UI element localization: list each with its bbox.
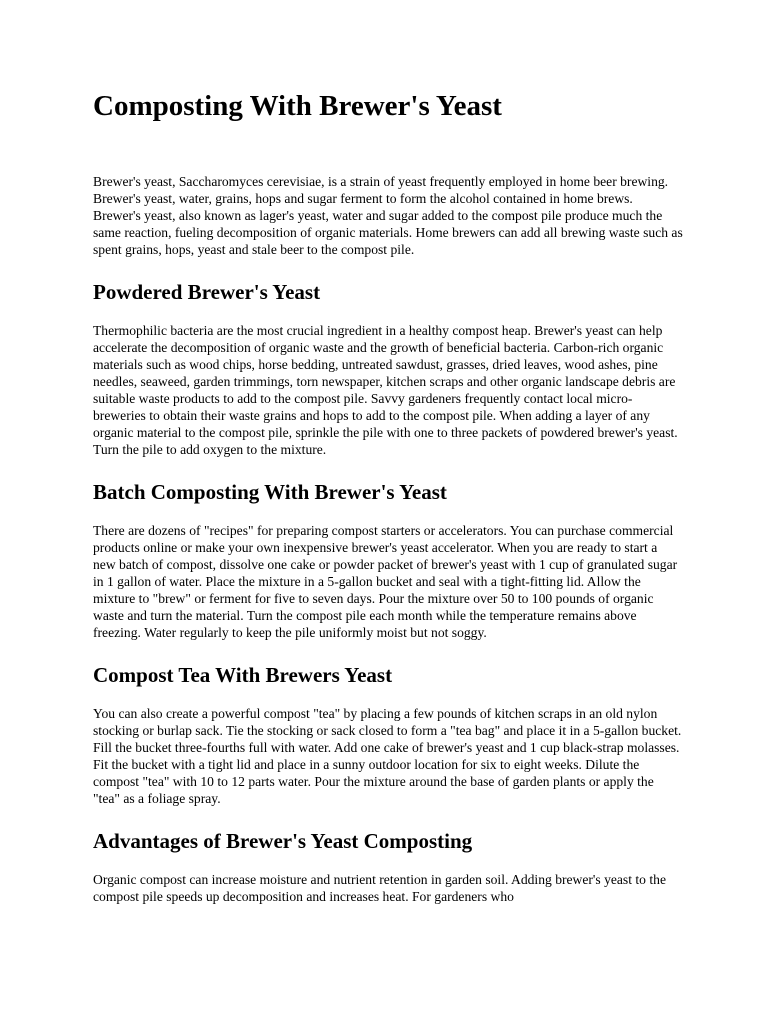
document-page (93, 86, 683, 924)
page-title: Composting With Brewer's Yeast (93, 90, 502, 122)
section-body-batch: There are dozens of "recipes" for preparing compost starters or accelerators. You can purchase commercial products online or make your own inexpensive brewer's yeast accelerator. When you are ready to start a new batch of compost, dissolve one cake or powder packet of brewer's yeast with 1 cup of granulated sugar in 1 gallon of water. Place the mixture in a 5-gallon bucket and seal with a tight-fitting lid. Allow the mixture to "brew" or ferment for five to seven days. Pour the mixture over 50 to 100 pounds of organic waste and turn the material. Turn the compost pile each month while the temperature remains above freezing. Water regularly to keep the pile uniformly moist but not soggy. (93, 523, 678, 640)
section-heading-batch: Batch Composting With Brewer's Yeast (93, 480, 447, 504)
section-body-advantages: Organic compost can increase moisture and nutrient retention in garden soil. Adding brewer's yeast to the compost pile speeds up decomposition and increases heat. For gardeners who (93, 872, 666, 904)
section-body-powdered: Thermophilic bacteria are the most crucial ingredient in a healthy compost heap. Brewer's yeast can help accelerate the decomposition of organic waste and the growth of beneficial bacteria. Carbon-rich organic materials such as wood chips, horse bedding, untreated sawdust, grasses, dried leaves, wood ashes, pine needles, seaweed, garden trimmings, torn newspaper, kitchen scraps and other organic landscape debris are suitable waste products to add to the compost pile. Savvy gardeners frequently contact local micro-breweries to obtain their waste grains and hops to add to the compost pile. When adding a layer of any organic material to the compost pile, sprinkle the pile with one to three packets of powdered brewer's yeast. Turn the pile to add oxygen to the mixture. (93, 323, 678, 457)
section-heading-compost-tea: Compost Tea With Brewers Yeast (93, 663, 393, 687)
section-heading-powdered: Powdered Brewer's Yeast (93, 280, 321, 304)
section-body-compost-tea: You can also create a powerful compost "tea" by placing a few pounds of kitchen scraps in an old nylon stocking or burlap sack. Tie the stocking or sack closed to form a "tea bag" and place it in a 5-gallon bucket. Fill the bucket three-fourths full with water. Add one cake of brewer's yeast and 1 cup black-strap molasses. Fit the bucket with a tight lid and place in a sunny outdoor location for six to eight weeks. Dilute the compost "tea" with 10 to 12 parts water. Pour the mixture around the base of garden plants or apply the "tea" as a foliage spray. (93, 706, 682, 806)
section-heading-advantages: Advantages of Brewer's Yeast Composting (93, 829, 473, 853)
intro-paragraph: Brewer's yeast, Saccharomyces cerevisiae, is a strain of yeast frequently employed in home beer brewing. Brewer's yeast, water, grains, hops and sugar ferment to form the alcohol contained in home brews. Brewer's yeast, also known as lager's yeast, water and sugar added to the compost pile produce much the same reaction, fueling decomposition of organic materials. Home brewers can add all brewing waste such as spent grains, hops, yeast and stale beer to the compost pile. (93, 174, 683, 257)
